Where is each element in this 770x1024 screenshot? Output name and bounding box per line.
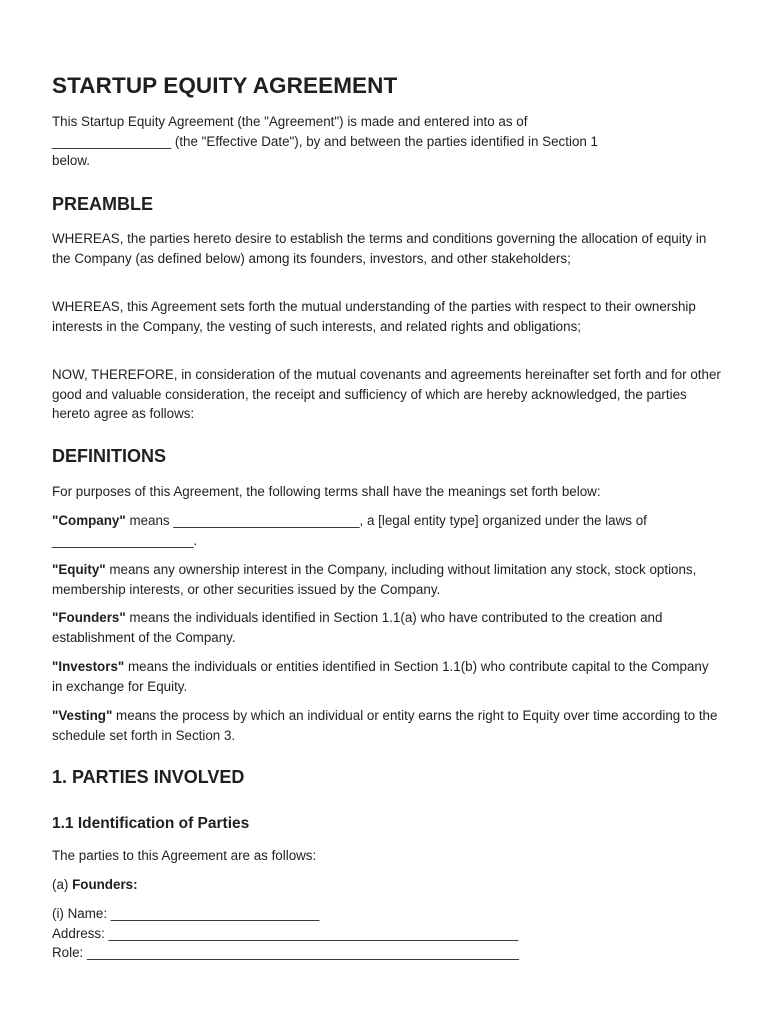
intro-line-3: below.: [52, 153, 90, 168]
identification-subheading: 1.1 Identification of Parties: [52, 815, 250, 832]
preamble-heading: PREAMBLE: [52, 194, 154, 214]
founder-role-field: Role: __________________________________________________________: [52, 945, 519, 960]
preamble-paragraph-2: WHEREAS, this Agreement sets forth the mutual understanding of the parties with respect to their ownership interests in the Company, the vesting of such interests, and related rights and obligations;: [52, 299, 696, 334]
preamble-paragraph-1: WHEREAS, the parties hereto desire to establish the terms and conditions governing the allocation of equity in the Company (as defined below) among its founders, investors, and other stakeholders;: [52, 231, 707, 266]
founder-name-field: (i) Name: ____________________________: [52, 906, 320, 921]
definition-text: means the process by which an individual or entity earns the right to Equity over time according to the schedule set forth in Section 3.: [52, 708, 718, 743]
definition-text: means the individuals identified in Section 1.1(a) who have contributed to the creation and establishment of the Company.: [52, 610, 663, 645]
definition-term: "Vesting": [52, 708, 113, 723]
definition-founders: [52, 608, 722, 647]
founder-fields: [52, 904, 722, 963]
definition-equity: [52, 560, 722, 599]
definition-vesting: [52, 706, 722, 745]
definitions-heading: DEFINITIONS: [52, 446, 167, 466]
definition-investors: [52, 657, 722, 696]
founders-label: Founders:: [72, 877, 138, 892]
founder-address-field: Address: _______________________________________________________: [52, 925, 519, 941]
parties-heading: 1. PARTIES INVOLVED: [52, 767, 245, 787]
definition-company: [52, 511, 722, 550]
preamble-paragraph-3: NOW, THEREFORE, in consideration of the mutual covenants and agreements hereinafter set forth and for other good and valuable consideration, the receipt and sufficiency of which are hereby acknowledged, the parties hereto agree as follows:: [52, 367, 721, 421]
definition-text: means the individuals or entities identified in Section 1.1(b) who contribute capital to the Company in exchange for Equity.: [52, 659, 709, 694]
definition-text: means any ownership interest in the Company, including without limitation any stock, stock options, membership interests, or other securities issued by the Company.: [52, 562, 697, 597]
definition-text: means _________________________, a [legal entity type] organized under the laws of ___________________.: [52, 513, 647, 548]
intro-paragraph: [52, 112, 722, 171]
intro-line-2: ________________ (the "Effective Date"), by and between the parties identified in Section 1: [52, 133, 599, 149]
definition-term: "Founders": [52, 610, 126, 625]
definition-term: "Investors": [52, 659, 125, 674]
definition-term: "Company": [52, 513, 126, 528]
definitions-intro: For purposes of this Agreement, the following terms shall have the meanings set forth below:: [52, 484, 601, 499]
founders-label-line: [52, 875, 722, 895]
intro-line-1: This Startup Equity Agreement (the "Agreement") is made and entered into as of: [52, 114, 528, 129]
definition-term: "Equity": [52, 562, 106, 577]
parties-intro: The parties to this Agreement are as follows:: [52, 848, 317, 863]
document-title: STARTUP EQUITY AGREEMENT: [52, 73, 398, 98]
founders-prefix: (a): [52, 877, 73, 892]
